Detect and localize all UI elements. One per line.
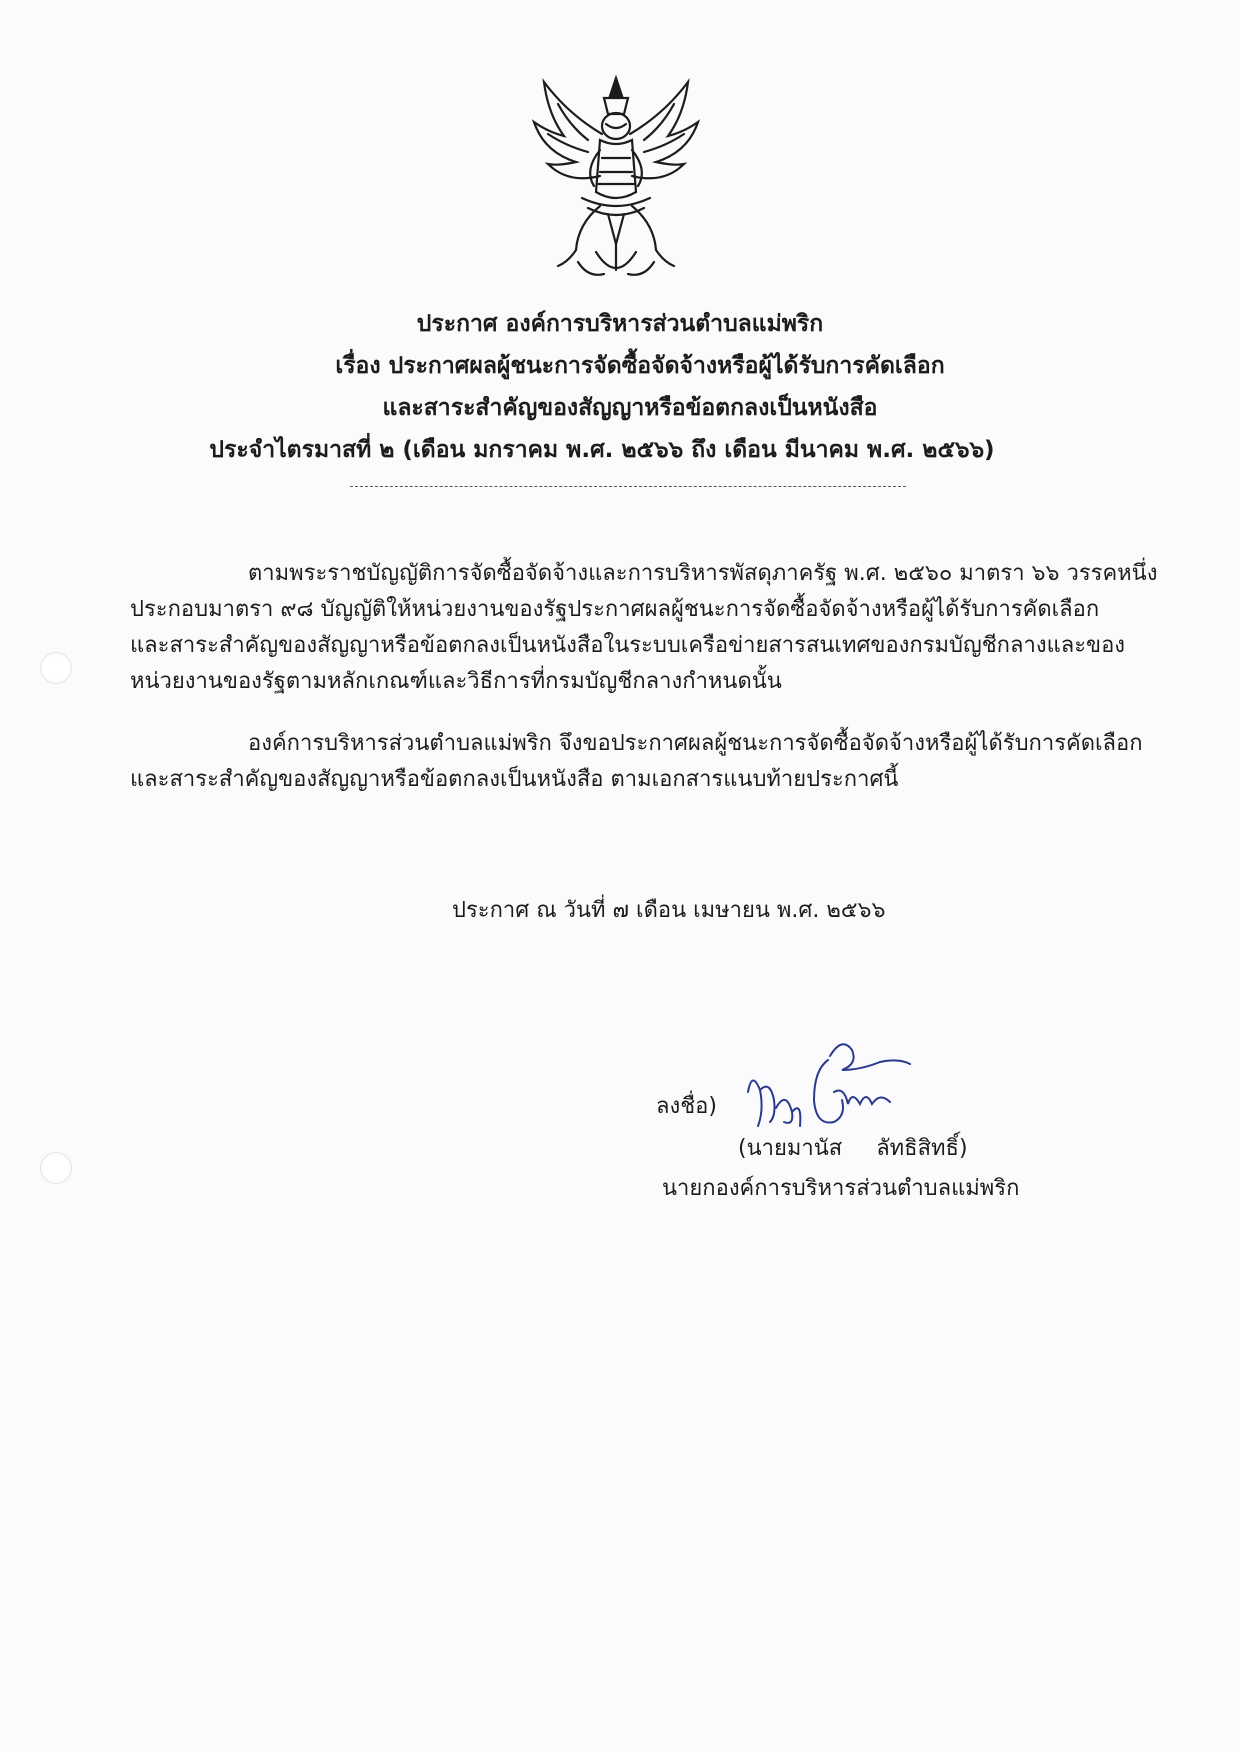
paragraph-line: และสาระสำคัญของสัญญาหรือข้อตกลงเป็นหนังสือในระบบเครือข่ายสารสนเทศของกรมบัญชีกลางและของ: [130, 633, 1126, 658]
garuda-emblem-icon: [518, 74, 714, 284]
punch-hole: [40, 652, 72, 684]
announcement-subject-cont: และสาระสำคัญของสัญญาหรือข้อตกลงเป็นหนังสือ: [382, 395, 878, 421]
signature-label: ลงชื่อ): [656, 1094, 717, 1119]
announcement-quarter: ประจำไตรมาสที่ ๒ (เดือน มกราคม พ.ศ. ๒๕๖๖ ถึง เดือน มีนาคม พ.ศ. ๒๕๖๖): [209, 437, 995, 463]
punch-hole: [40, 1152, 72, 1184]
paragraph-1: [130, 556, 1158, 700]
paragraph-line: องค์การบริหารส่วนตำบลแม่พริก จึงขอประกาศผลผู้ชนะการจัดซื้อจัดจ้างหรือผู้ได้รับการคัดเลือก: [248, 731, 1143, 756]
announcement-subject: เรื่อง ประกาศผลผู้ชนะการจัดซื้อจัดจ้างหรือผู้ได้รับการคัดเลือก: [335, 353, 945, 379]
signer-name: [738, 1130, 968, 1165]
signer-last-name: ลัทธิสิทธิ์): [876, 1136, 968, 1161]
handwritten-signature-icon: [730, 1030, 930, 1140]
signer-first-name: (นายมานัส: [738, 1136, 843, 1161]
announcement-date: ประกาศ ณ วันที่ ๗ เดือน เมษายน พ.ศ. ๒๕๖๖: [452, 898, 886, 923]
announcement-title: ประกาศ องค์การบริหารส่วนตำบลแม่พริก: [416, 311, 824, 337]
signer-title: นายกองค์การบริหารส่วนตำบลแม่พริก: [662, 1176, 1020, 1201]
paragraph-2: [130, 726, 1143, 798]
paragraph-line: และสาระสำคัญของสัญญาหรือข้อตกลงเป็นหนังสือ ตามเอกสารแนบท้ายประกาศนี้: [130, 767, 899, 792]
paragraph-line: ตามพระราชบัญญัติการจัดซื้อจัดจ้างและการบริหารพัสดุภาครัฐ พ.ศ. ๒๕๖๐ มาตรา ๖๖ วรรคหนึ่ง: [248, 561, 1158, 586]
paragraph-line: ประกอบมาตรา ๙๘ บัญญัติให้หน่วยงานของรัฐประกาศผลผู้ชนะการจัดซื้อจัดจ้างหรือผู้ได้รับการคัดเลือก: [130, 597, 1100, 622]
divider: [350, 486, 906, 487]
paragraph-line: หน่วยงานของรัฐตามหลักเกณฑ์และวิธีการที่กรมบัญชีกลางกำหนดนั้น: [130, 669, 782, 694]
